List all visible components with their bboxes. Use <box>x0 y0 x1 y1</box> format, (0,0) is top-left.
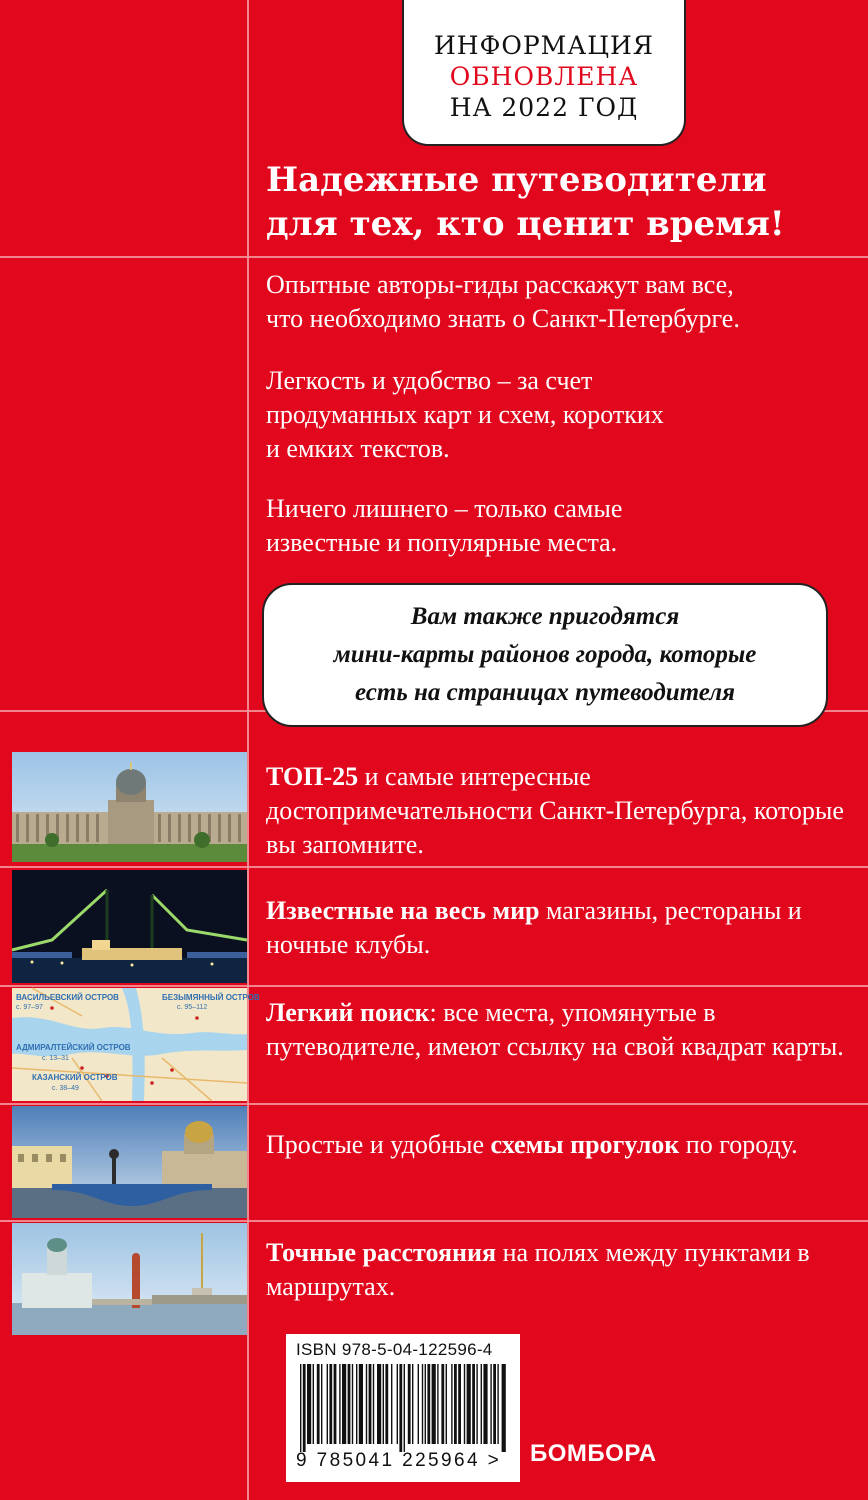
barcode-bar <box>339 1364 340 1444</box>
feature-bold: Легкий поиск <box>266 998 430 1027</box>
barcode-bar <box>446 1364 447 1444</box>
barcode-bar <box>425 1364 426 1444</box>
paragraph-line: и емких текстов. <box>266 434 450 463</box>
barcode-bar <box>502 1364 506 1452</box>
barcode-bar <box>422 1364 423 1444</box>
vertical-divider <box>247 0 249 1500</box>
barcode-bar <box>432 1364 436 1444</box>
feature-text: магазины, рестораны и ночные клубы. <box>266 896 802 959</box>
feature-bold: Точные расстояния <box>266 1238 497 1267</box>
barcode-bar <box>383 1364 384 1444</box>
paragraph-line: известные и популярные места. <box>266 528 618 557</box>
barcode-bar <box>427 1364 430 1444</box>
barcode-bar <box>352 1364 353 1444</box>
canal-bridge-photo <box>12 1106 247 1218</box>
barcode-bar <box>412 1364 413 1444</box>
mini-maps-note <box>262 583 828 727</box>
barcode-bar <box>356 1364 357 1444</box>
barcode-bar <box>408 1364 411 1444</box>
barcode-bar <box>369 1364 372 1444</box>
barcode-bar <box>472 1364 475 1444</box>
barcode-bar <box>454 1364 457 1444</box>
barcode-bar <box>300 1364 301 1452</box>
feature-bold: Известные на весь мир <box>266 896 540 925</box>
paragraph-line: Легкость и удобство – за счет <box>266 366 593 395</box>
paragraph-line: что необходимо знать о Санкт-Петербурге. <box>266 304 740 333</box>
info-updated-badge <box>402 0 686 146</box>
barcode-bar <box>437 1364 438 1444</box>
note-line-3: есть на страницах путеводителя <box>355 679 735 706</box>
barcode-bar <box>497 1364 498 1444</box>
barcode-bar <box>441 1364 444 1444</box>
feature-text: и самые интересные достопримечательности Санкт-Петербурга, которые вы запомните. <box>266 762 844 859</box>
divider-line <box>0 1103 868 1105</box>
map-label: с. 97–97 <box>16 1004 43 1011</box>
info-line-3: НА 2022 ГОД <box>449 93 639 122</box>
map-label: АДМИРАЛТЕЙСКИЙ ОСТРОВ <box>16 1043 131 1052</box>
divider-line <box>0 866 868 868</box>
barcode-bar <box>321 1364 322 1444</box>
paragraph-line: продуманных карт и схем, коротких <box>266 400 664 429</box>
barcode-bar <box>467 1364 471 1444</box>
headline <box>266 158 856 246</box>
barcode-bar <box>366 1364 367 1444</box>
barcode-bar <box>481 1364 482 1444</box>
barcode-bar <box>373 1364 374 1444</box>
info-line-2: ОБНОВЛЕНА <box>449 62 639 91</box>
barcode-bar <box>464 1364 465 1444</box>
paragraph-nothing-extra <box>266 492 856 560</box>
divider-line <box>0 256 868 258</box>
barcode-bar <box>334 1364 337 1444</box>
feature-text: по городу. <box>679 1130 798 1159</box>
divider-line <box>0 985 868 987</box>
barcode-bars <box>296 1364 510 1452</box>
barcode-bar <box>451 1364 452 1444</box>
barcode-bar <box>399 1364 402 1452</box>
barcode-bar <box>327 1364 328 1444</box>
feature-top25 <box>266 760 856 862</box>
feature-famous-places <box>266 894 856 962</box>
barcode-bar <box>317 1364 320 1444</box>
map-label: БЕЗЫМЯННЫЙ ОСТРОВ <box>162 993 260 1002</box>
barcode-bar <box>385 1364 388 1444</box>
feature-text: на полях между пунктами в маршрутах. <box>266 1238 810 1301</box>
map-label: с. 38–49 <box>52 1085 79 1092</box>
barcode-bar <box>377 1364 381 1444</box>
feature-exact-distances <box>266 1236 856 1304</box>
note-line-1: Вам также пригодятся <box>410 603 680 630</box>
map-label: с. 13–31 <box>42 1055 69 1062</box>
barcode-bar <box>490 1364 491 1444</box>
barcode-bar <box>313 1364 314 1444</box>
map-label: с. 95–112 <box>177 1004 208 1011</box>
barcode-bar <box>493 1364 496 1444</box>
paragraph-line: Опытные авторы-гиды расскажут вам все, <box>266 270 734 299</box>
feature-bold: ТОП-25 <box>266 762 359 791</box>
isbn-barcode <box>286 1334 520 1482</box>
barcode-bar <box>404 1364 405 1452</box>
barcode-bar <box>418 1364 419 1444</box>
paragraph-convenience <box>266 364 856 466</box>
barcode-bar <box>307 1364 311 1444</box>
paragraph-line: Ничего лишнего – только самые <box>266 494 623 523</box>
publisher-logo: БОМБОРА <box>530 1440 657 1467</box>
kunstkamera-embankment-photo <box>12 1223 247 1335</box>
feature-bold: схемы прогулок <box>490 1130 680 1159</box>
feature-text: Простые и удобные <box>266 1130 491 1159</box>
city-map-thumbnail <box>12 988 260 1101</box>
divider-line <box>0 1220 868 1222</box>
feature-easy-search <box>266 996 856 1064</box>
feature-text: : все места, упомянутые в путеводителе, имеют ссылку на свой квадрат карты. <box>266 998 844 1061</box>
barcode-bar <box>476 1364 477 1444</box>
map-label: ВАСИЛЬЕВСКИЙ ОСТРОВ <box>16 993 119 1002</box>
barcode-bar <box>397 1364 398 1444</box>
barcode-bar <box>303 1364 306 1452</box>
headline-line-2: для тех, кто ценит время! <box>266 204 785 244</box>
barcode-bar <box>458 1364 461 1444</box>
barcode-digits: 9 785041 225964 > <box>296 1450 502 1471</box>
note-line-2: мини-карты районов города, которые <box>333 641 757 668</box>
kazan-cathedral-photo <box>12 752 247 862</box>
paragraph-authors <box>266 268 856 336</box>
drawbridge-night-photo <box>12 870 247 983</box>
isbn-label: ISBN 978-5-04-122596-4 <box>296 1340 493 1359</box>
map-label: КАЗАНСКИЙ ОСТРОВ <box>32 1073 118 1082</box>
barcode-bar <box>342 1364 346 1444</box>
barcode-bar <box>483 1364 487 1444</box>
barcode-bar <box>348 1364 351 1444</box>
info-line-1: ИНФОРМАЦИЯ <box>434 31 654 60</box>
barcode-bar <box>391 1364 392 1444</box>
feature-walking-routes <box>266 1128 856 1162</box>
barcode-bar <box>359 1364 363 1444</box>
headline-line-1: Надежные путеводители <box>266 160 767 200</box>
barcode-bar <box>329 1364 332 1444</box>
